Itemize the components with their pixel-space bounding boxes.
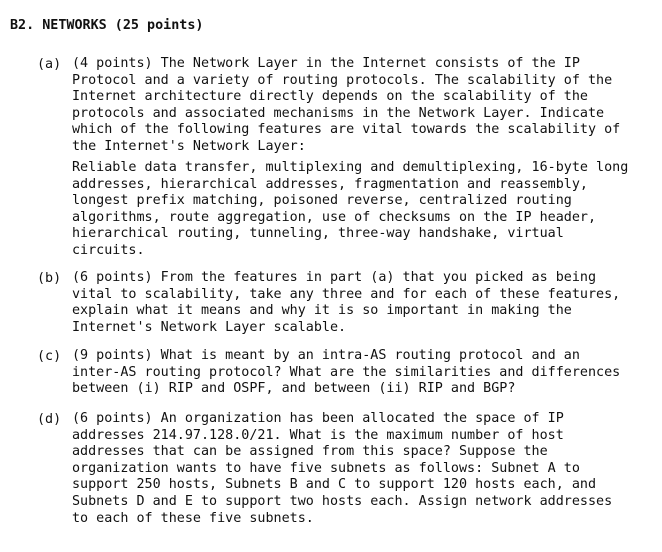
question-c-line: between (i) RIP and OSPF, and between (ii) RIP and BGP? [72,381,516,397]
question-d-line: support 250 hosts, Subnets B and C to support 120 hosts each, and [72,477,597,493]
question-d-line: to each of these five subnets. [72,510,314,526]
question-a-intro-line: Internet architecture directly depends on the scalability of the [72,89,588,105]
question-b-line: (6 points) From the features in part (a) that you picked as being [72,270,597,285]
question-a-intro-line: Protocol and a variety of routing protocols. The scalability of the [72,72,613,88]
question-b-text [72,270,652,336]
question-d-line: Subnets D and E to support two hosts each. Assign network addresses [72,493,613,509]
feature-list-line: addresses, hierarchical addresses, fragmentation and reassembly, [72,176,588,192]
feature-list-line: longest prefix matching, poisoned reverse, centralized routing [72,193,572,209]
question-b-line: explain what it means and why it is so important in making the [72,303,572,319]
section-heading: B2. NETWORKS (25 points) [10,18,204,33]
question-b-line: vital to scalability, take any three and for each of these features, [72,286,621,302]
question-c-text [72,348,652,398]
question-d-line: addresses 214.97.128.0/21. What is the maximum number of host [72,427,564,443]
question-d-text [72,411,652,527]
question-a-intro-line: the Internet's Network Layer: [72,138,306,154]
question-d-line: addresses that can be assigned from this space? Suppose the [72,444,548,460]
question-a-intro-line: protocols and associated mechanisms in the Network Layer. Indicate [72,105,605,121]
feature-list-line: algorithms, route aggregation, use of checksums on the IP header, [72,209,597,225]
question-c-line: (9 points) What is meant by an intra-AS routing protocol and an [72,348,580,363]
question-c-label: (c) [37,349,62,364]
question-d-label: (d) [37,412,62,427]
question-a-intro [72,56,652,156]
feature-list-line: Reliable data transfer, multiplexing and demultiplexing, 16-byte long [72,160,629,175]
feature-list-line: circuits. [72,242,145,258]
question-b-label: (b) [37,271,62,286]
question-d-line: organization wants to have five subnets as follows: Subnet A to [72,460,580,476]
question-a-intro-line: which of the following features are vital towards the scalability of [72,122,621,138]
question-b-line: Internet's Network Layer scalable. [72,319,347,335]
question-c-line: inter-AS routing protocol? What are the similarities and differences [72,364,621,380]
feature-list-line: hierarchical routing, tunneling, three-way handshake, virtual [72,226,564,242]
question-a-label: (a) [37,57,62,72]
question-a-feature-list [72,160,652,260]
question-a-intro-line: (4 points) The Network Layer in the Internet consists of the IP [72,56,580,71]
question-d-line: (6 points) An organization has been allocated the space of IP [72,411,564,426]
